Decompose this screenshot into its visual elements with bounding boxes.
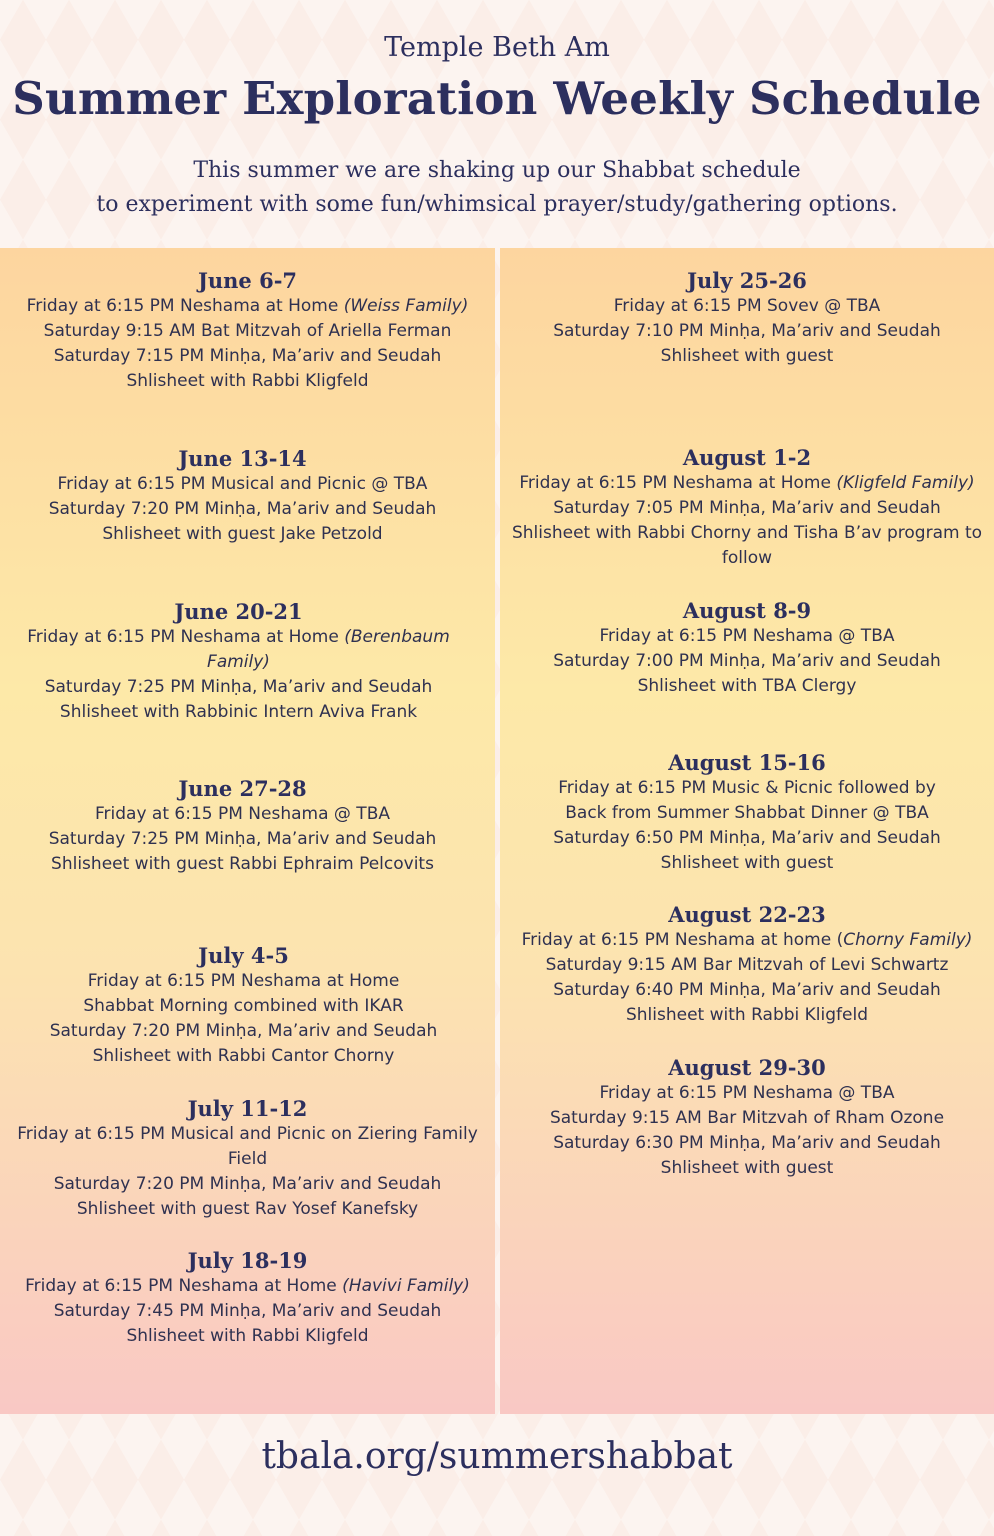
intro-text — [0, 154, 994, 222]
page-title: Summer Exploration Weekly Schedule — [12, 72, 982, 125]
schedule-line: Friday at 6:15 PM Neshama @ TBA — [599, 626, 895, 646]
schedule-column-right — [500, 248, 994, 1414]
website-url[interactable]: tbala.org/summershabbat — [261, 1436, 733, 1477]
organization-name: Temple Beth Am — [384, 32, 610, 63]
schedule-line: Friday at 6:15 PM Musical and Picnic @ TBA — [57, 474, 428, 494]
week-july-25-26 — [500, 268, 994, 369]
schedule-line: Saturday 6:50 PM Minḥa, Ma’ariv and Seudah — [553, 828, 941, 848]
schedule-line: Saturday 9:15 AM Bat Mitzvah of Ariella Ferman — [43, 321, 452, 341]
schedule-line: Shlisheet with guest Rav Yosef Kanefsky — [76, 1199, 419, 1219]
schedule-line: Friday at 6:15 PM Neshama at home (Chorny Family) — [521, 930, 973, 950]
week-date: July 11-12 — [187, 1096, 308, 1121]
week-july-11-12 — [0, 1096, 495, 1222]
schedule-line: Saturday 7:15 PM Minḥa, Ma’ariv and Seudah — [53, 346, 442, 366]
schedule-line: Friday at 6:15 PM Neshama at Home (Havivi Family) — [25, 1276, 470, 1296]
week-date: August 1-2 — [682, 445, 812, 470]
schedule-line: Shlisheet with Rabbi Cantor Chorny — [92, 1046, 395, 1066]
week-date: June 27-28 — [178, 776, 307, 801]
schedule-line: Back from Summer Shabbat Dinner @ TBA — [565, 803, 929, 823]
week-date: July 18-19 — [187, 1248, 308, 1273]
schedule-line: Shlisheet with Rabbi Chorny and Tisha B’av program to — [511, 523, 983, 543]
schedule-line: Saturday 7:10 PM Minḥa, Ma’ariv and Seudah — [553, 321, 941, 341]
week-august-8-9 — [500, 598, 994, 699]
schedule-line: Shabbat Morning combined with IKAR — [83, 996, 404, 1016]
schedule-line: Saturday 9:15 AM Bar Mitzvah of Rham Ozone — [549, 1108, 945, 1128]
schedule-line: Shlisheet with Rabbi Kligfeld — [126, 371, 369, 391]
schedule-line: Shlisheet with guest Jake Petzold — [102, 524, 383, 544]
schedule-line: Friday at 6:15 PM Musical and Picnic on Ziering Family — [17, 1124, 478, 1144]
schedule-line: Shlisheet with guest — [660, 1158, 834, 1178]
week-june-20-21 — [0, 599, 477, 725]
schedule-line: Shlisheet with guest — [660, 853, 834, 873]
schedule-line: follow — [721, 548, 773, 568]
schedule-line: Field — [227, 1149, 268, 1169]
week-june-13-14 — [0, 446, 485, 547]
week-june-27-28 — [0, 776, 485, 877]
week-august-15-16 — [500, 750, 994, 876]
week-june-6-7 — [0, 268, 495, 394]
week-august-29-30 — [500, 1055, 994, 1181]
intro-line: to experiment with some fun/whimsical prayer/study/gathering options. — [96, 192, 898, 217]
schedule-line: Shlisheet with guest Rabbi Ephraim Pelcovits — [51, 854, 434, 874]
week-august-22-23 — [500, 902, 994, 1028]
schedule-line: Friday at 6:15 PM Neshama at Home (Berenbaum — [27, 627, 450, 647]
schedule-column-left — [0, 248, 495, 1414]
week-august-1-2 — [500, 445, 994, 571]
week-date: August 29-30 — [668, 1055, 826, 1080]
schedule-line: Saturday 7:00 PM Minḥa, Ma’ariv and Seudah — [553, 651, 941, 671]
schedule-line: Saturday 6:30 PM Minḥa, Ma’ariv and Seudah — [553, 1133, 941, 1153]
schedule-line: Saturday 7:05 PM Minḥa, Ma’ariv and Seudah — [553, 498, 941, 518]
schedule-line: Friday at 6:15 PM Neshama @ TBA — [94, 804, 390, 824]
week-date: July 25-26 — [687, 268, 807, 293]
week-date: June 6-7 — [197, 268, 298, 293]
schedule-line: Saturday 9:15 AM Bar Mitzvah of Levi Schwartz — [545, 955, 949, 975]
schedule-line: Friday at 6:15 PM Neshama at Home (Kligfeld Family) — [519, 473, 975, 493]
schedule-line: Saturday 7:45 PM Minḥa, Ma’ariv and Seudah — [53, 1301, 442, 1321]
schedule-line: Saturday 7:25 PM Minḥa, Ma’ariv and Seudah — [48, 829, 437, 849]
schedule-line: Shlisheet with Rabbi Kligfeld — [126, 1326, 369, 1346]
schedule-line: Friday at 6:15 PM Neshama at Home — [87, 971, 400, 991]
schedule-line: Shlisheet with TBA Clergy — [637, 676, 857, 696]
schedule-line: Shlisheet with guest — [660, 346, 834, 366]
week-date: August 8-9 — [682, 598, 812, 623]
schedule-line: Shlisheet with Rabbi Kligfeld — [625, 1005, 868, 1025]
week-date: August 22-23 — [668, 902, 826, 927]
week-date: June 20-21 — [174, 599, 303, 624]
schedule-line: Friday at 6:15 PM Sovev @ TBA — [613, 296, 881, 316]
schedule-line: Saturday 7:20 PM Minḥa, Ma’ariv and Seudah — [48, 499, 437, 519]
week-date: August 15-16 — [668, 750, 826, 775]
week-date: July 4-5 — [198, 943, 289, 968]
schedule-line: Friday at 6:15 PM Neshama @ TBA — [599, 1083, 895, 1103]
week-july-4-5 — [0, 943, 487, 1069]
schedule-line: Saturday 7:20 PM Minḥa, Ma’ariv and Seudah — [49, 1021, 438, 1041]
schedule-line: Shlisheet with Rabbinic Intern Aviva Frank — [59, 702, 418, 722]
week-july-18-19 — [0, 1248, 495, 1349]
schedule-line: Friday at 6:15 PM Music & Picnic followed by — [558, 778, 936, 798]
schedule-line: Family) — [207, 652, 270, 672]
week-date: June 13-14 — [178, 446, 307, 471]
intro-line: This summer we are shaking up our Shabbat schedule — [193, 158, 801, 183]
header — [0, 0, 994, 248]
schedule-line: Saturday 7:25 PM Minḥa, Ma’ariv and Seudah — [44, 677, 433, 697]
schedule-line: Saturday 7:20 PM Minḥa, Ma’ariv and Seudah — [53, 1174, 442, 1194]
schedule-line: Friday at 6:15 PM Neshama at Home (Weiss Family) — [26, 296, 469, 316]
schedule-line: Saturday 6:40 PM Minḥa, Ma’ariv and Seudah — [553, 980, 941, 1000]
